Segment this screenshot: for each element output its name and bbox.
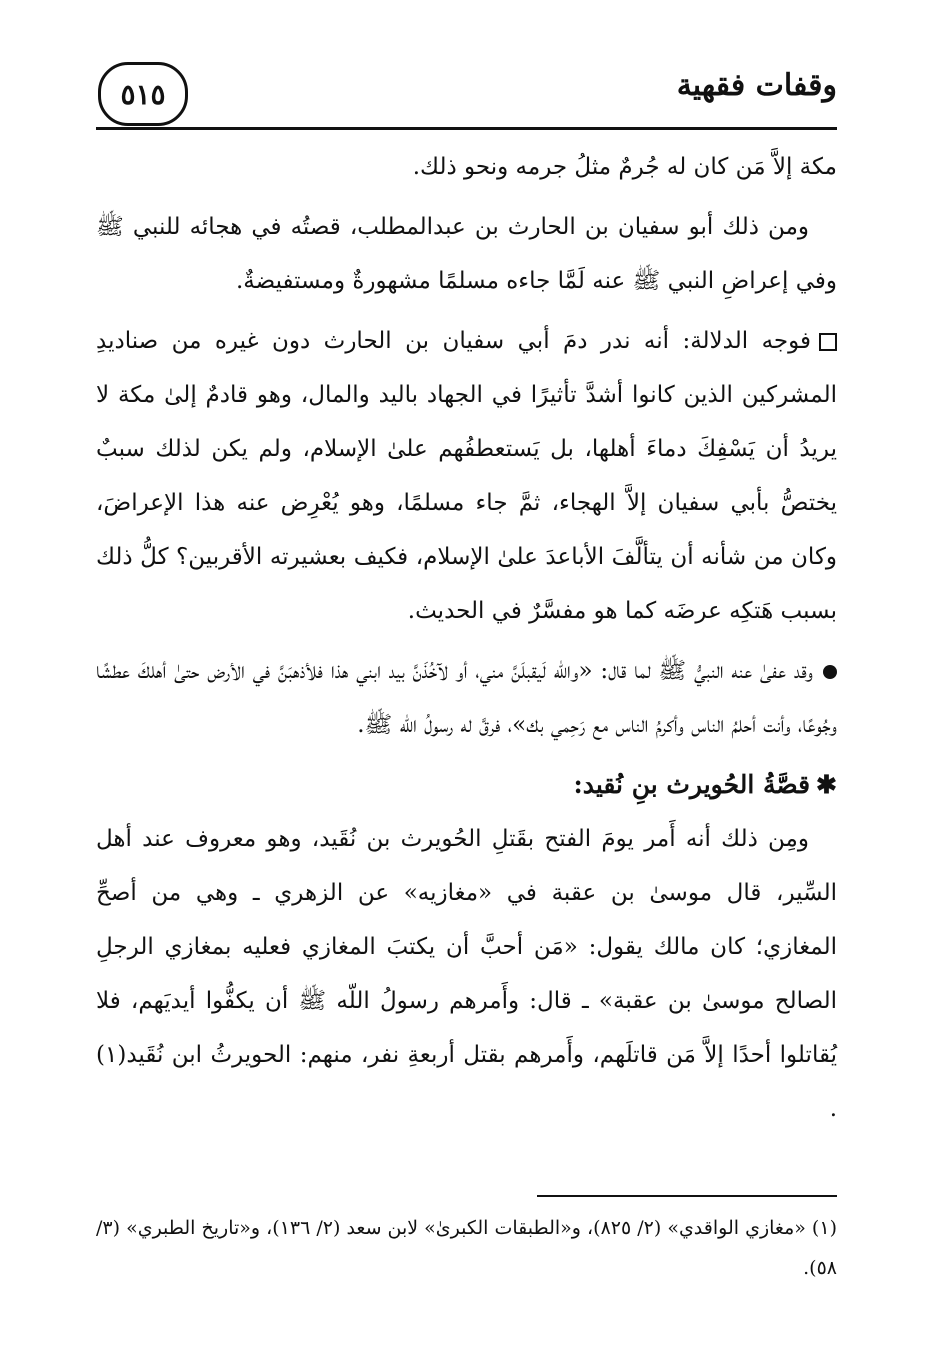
footnote-1: (١) «مغازي الواقدي» (٢/ ٨٢٥)، و«الطبقات الكبرىٰ» لابن سعد (٢/ ١٣٦)، و«تاريخ الطبري» (٣/ ٥٨). xyxy=(96,1217,837,1279)
asterisk-icon: ✱ xyxy=(816,770,837,799)
footnote-rule xyxy=(537,1195,837,1197)
paragraph-1: مكة إلاَّ مَن كان له جُرمٌ مثلُ جرمه ونحو ذلك. xyxy=(412,154,837,180)
paragraph-2: ومن ذلك أبو سفيان بن الحارث بن عبدالمطلب، قصتُه في هجائه للنبي ﷺ وفي إعراضِ النبي ﷺ عنه لَمَّا جاءه مسلمًا مشهورةٌ ومستفيضةٌ. xyxy=(96,214,837,294)
page-header xyxy=(96,62,837,132)
paragraph-3 xyxy=(96,314,837,638)
paragraph-5: ومِن ذلك أنه أَمر يومَ الفتح بقَتلِ الحُويرث بن نُقَيد، وهو معروف عند أهل السِّير، قال موسىٰ بن عقبة في «مغازيه» عن الزهري ـ وهي من أصحِّ المغازي؛ كان مالك يقول: «مَن أحبَّ أن يكتبَ المغازي فعليه بمغازي الرجلِ الصالح موسىٰ بن عقبة» ـ قال: وأَمرهم رسولُ اللّه ﷺ أن يكفُّوا أيديَهم، فلا يُقاتلوا أحدًا إلاَّ مَن قاتلَهم، وأَمرهم بقتل أربعةِ نفر، منهم: الحويرثُ ابن نُقَيد(١) . xyxy=(96,826,837,1122)
paragraph-3-text: فوجه الدلالة: أنه ندر دمَ أبي سفيان بن الحارث دون غيره من صناديدِ المشركين الذين كانوا أشدَّ تأثيرًا في الجهاد باليد والمال، وهو قادمٌ إلىٰ مكة لا يريدُ أن يَسْفِكَ دماءَ أهلها، بل يَستعطفُهم علىٰ الإسلام، ولم يكن لذلك سببٌ يختصُّ بأبي سفيان إلاَّ الهجاء، ثمَّ جاء مسلمًا، وهو يُعْرِض عنه هذا الإعراضَ، وكان من شأنه أن يتألَّفَ الأباعدَ علىٰ الإسلام، فكيف بعشيرته الأقربين؟ كلُّ ذلك بسبب هَتكِه عرضَه كما هو مفسَّرٌ في الحديث. xyxy=(96,328,837,624)
header-rule xyxy=(96,127,837,130)
running-title: وقفات فقهية xyxy=(676,68,837,103)
section-heading xyxy=(96,758,837,812)
page-number: ٥١٥ xyxy=(98,62,188,126)
main-text xyxy=(96,140,837,1142)
paragraph-4 xyxy=(96,644,837,752)
footnotes xyxy=(96,1208,837,1288)
square-bullet-icon xyxy=(819,333,837,351)
paragraph-4-text: وقد عفىٰ عنه النبيُّ ﷺ لما قال: «واللّه لَيقبلَنَّ مني، أو لآخُذَنَّ بيد ابني هذا فلأذهبَنَّ في الأرض حتىٰ أهلكَ عطشًا وجُوعًا، وأنت أحلمُ الناس وأكرمُ الناس مع رَحِمي بك»، فرقَّ له رسولُ اللّه ﷺ. xyxy=(96,658,837,738)
section-heading-text: قصَّةُ الحُويرث بنِ نُقيد: xyxy=(573,770,811,799)
dot-bullet-icon xyxy=(823,665,837,679)
